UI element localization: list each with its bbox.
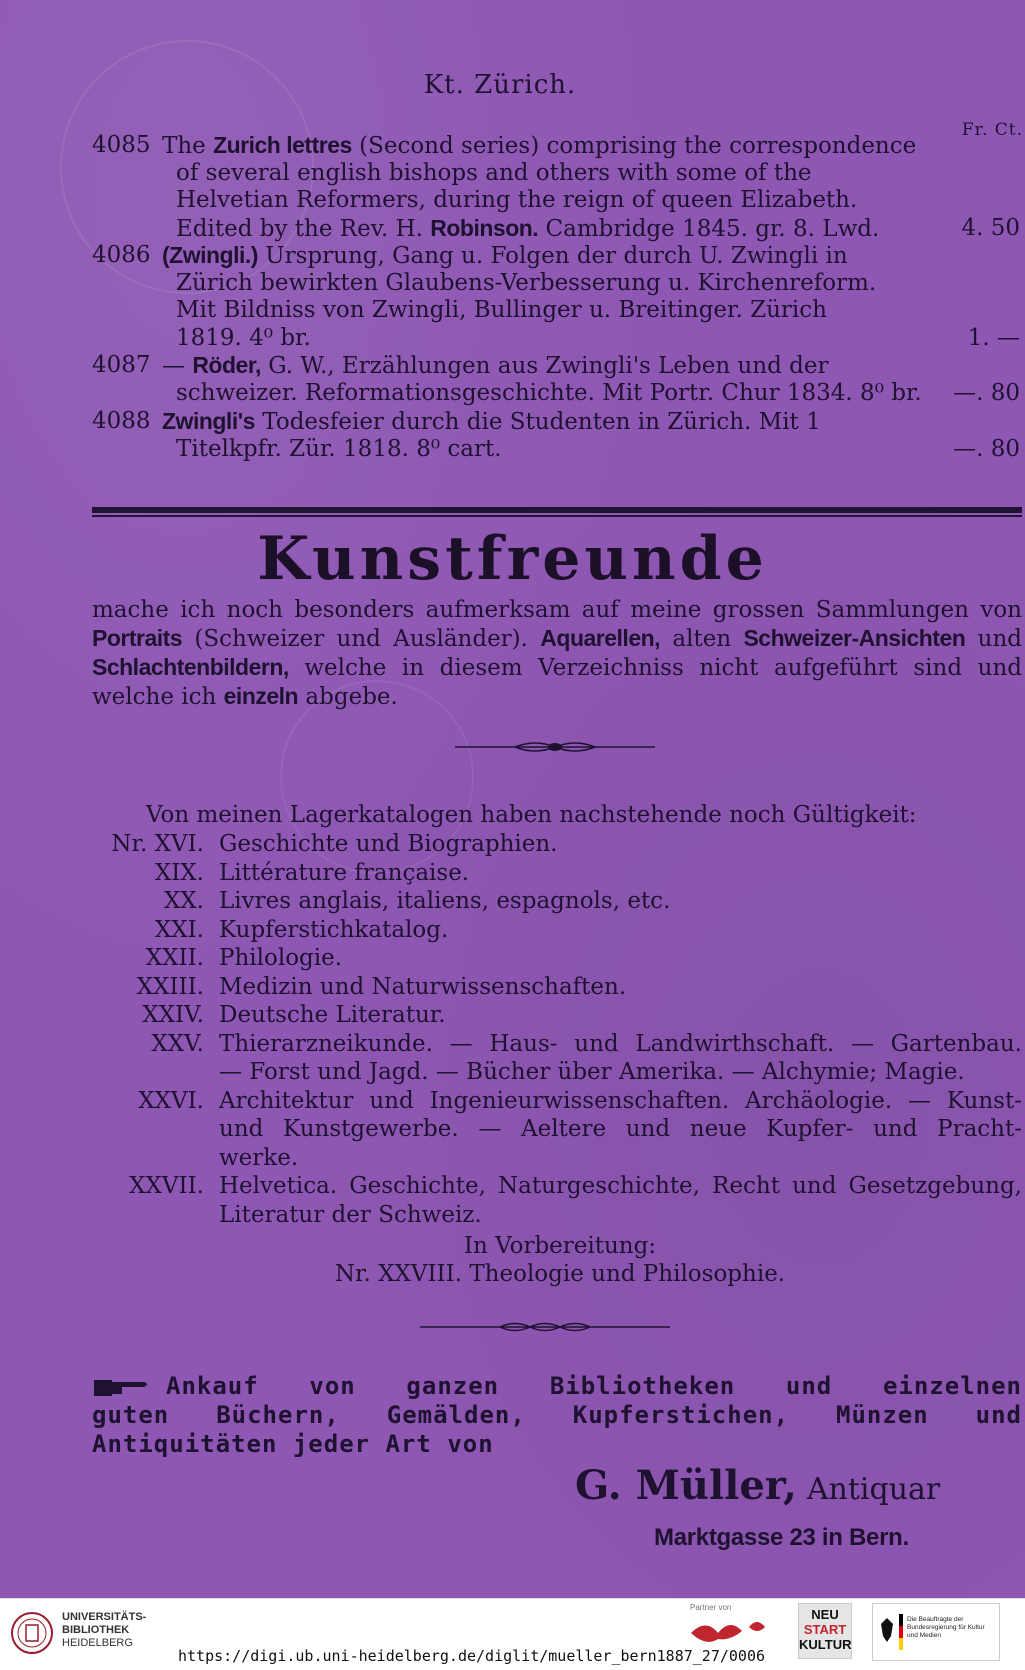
catalogue-title: Architektur und Ingenieurwissenschaften. Archäologie. — Kunst- und Kunstgewerbe. — Aeltere und neue Kupfer- und Pracht- werke. (219, 1087, 1022, 1171)
catalogue-item (92, 916, 1022, 945)
seller-name: G. Müller, (575, 1462, 797, 1509)
catalogue-number: XXVI. (138, 1087, 204, 1114)
catalogue-number: XIX. (154, 859, 204, 886)
catalogue-item (92, 887, 1022, 916)
entry-description: (Zwingli.) Ursprung, Gang u. Folgen der durch U. Zwingli in Zürich bewirkten Glaubens-Verbesserung u. Kirchenreform. Mit Bildniss von Zwingli, Bullinger u. Breitinger. Zürich 1819. 4⁰ br. (162, 242, 877, 351)
catalogue-title: Medizin und Naturwissenschaften. (219, 973, 627, 1000)
university-seal-icon[interactable] (10, 1611, 54, 1655)
catalogue-title: Kupferstichkatalog. (219, 916, 449, 943)
catalogue-title: Deutsche Literatur. (219, 1002, 446, 1028)
federal-eagle-icon (879, 1616, 895, 1644)
purchase-line: guten Büchern, Gemälden, Kupferstichen, Münzen und (92, 1401, 1022, 1429)
bkm-text: Die Beauftragte der Bundesregierung für Kultur und Medien (907, 1616, 985, 1639)
catalogue-number: XXVII. (129, 1173, 204, 1199)
entry-description: The Zurich lettres (Second series) comprising the correspondence of several english bishops and others with some of the Helvetian Reformers, during the reign of queen Elizabeth. Edited by the Rev. H. Robinson. Cambridge 1845. gr. 8. Lwd. (162, 132, 917, 242)
entry-number: 4088 (92, 408, 151, 434)
entry-price: —. 80 (953, 435, 1020, 462)
currency-label: Fr. Ct. (961, 120, 1023, 140)
entry-price: 4. 50 (961, 214, 1020, 241)
catalogue-number: XXIII. (136, 973, 204, 1000)
seller-address: Marktgasse 23 in Bern. (654, 1524, 909, 1551)
catalogue-title: Philologie. (219, 945, 343, 971)
purchase-line: Antiquitäten jeder Art von (92, 1430, 494, 1458)
advert-line: welche ich einzeln abgebe. (92, 683, 398, 710)
catalogue-list (92, 830, 1022, 1229)
catalogue-title: Thierarzneikunde. — Haus- und Landwirthschaft. — Gartenbau. — Forst und Jagd. — Bücher über Amerika. — Alchymie; Magie. (219, 1030, 1022, 1085)
catalogue-title: Geschichte und Biographien. (219, 831, 558, 857)
pointing-hand-icon (92, 1376, 152, 1398)
advert-line: Schlachtenbildern, welche in diesem Verzeichniss nicht aufgeführt sind und (92, 654, 1022, 681)
in-preparation (0, 1232, 1025, 1288)
partner-logo-icon[interactable] (686, 1613, 746, 1657)
entry-description: Zwingli's Todesfeier durch die Studenten in Zürich. Mit 1 Titelkpfr. Zür. 1818. 8⁰ cart. (162, 408, 821, 462)
advert-line: Portraits (Schweizer und Ausländer). Aquarellen, alten Schweizer-Ansichten und (92, 625, 1022, 652)
entry-price: —. 80 (953, 379, 1020, 406)
section-title: Kt. Zürich. (423, 70, 577, 100)
advert-paragraph (92, 596, 1022, 711)
permalink-url[interactable]: https://digi.ub.uni-heidelberg.de/diglit/mueller_bern1887_27/0006 (178, 1647, 765, 1665)
entry-price: 1. — (967, 324, 1020, 351)
partner-label: Partner von (690, 1603, 732, 1612)
german-flag-icon (899, 1614, 903, 1650)
catalogue-number: XX. (163, 888, 204, 914)
seller (575, 1462, 940, 1509)
advert-headline: Kunstfreunde (257, 524, 768, 594)
catalogue-item (92, 973, 1022, 1002)
catalogue-number: XXI. (154, 916, 204, 943)
catalogue-item (92, 1172, 1022, 1229)
catalogue-number: Nr. XVI. (111, 831, 204, 857)
entry-description: — Röder, G. W., Erzählungen aus Zwingli's Leben und der schweizer. Reformationsgeschichte. Mit Portr. Chur 1834. 8⁰ br. (162, 352, 922, 406)
in-preparation-item: Nr. XXVIII. Theologie und Philosophie. (334, 1261, 786, 1287)
divider-rule (92, 515, 1022, 517)
catalogue-title: Helvetica. Geschichte, Naturgeschichte, Recht und Gesetzgebung, Literatur der Schweiz. (219, 1173, 1022, 1228)
viewer-footer (0, 1598, 1025, 1670)
institution-name[interactable]: UNIVERSITÄTS- BIBLIOTHEK HEIDELBERG (62, 1611, 147, 1649)
catalogue-item (92, 830, 1022, 859)
advert-line: mache ich noch besonders aufmerksam auf meine grossen Sammlungen von (92, 597, 1022, 623)
entry-number: 4086 (92, 242, 151, 268)
neustart-kultur-logo[interactable]: NEU START KULTUR (798, 1603, 852, 1659)
ornament-divider (455, 737, 655, 757)
bkm-logo[interactable] (872, 1603, 1000, 1661)
catalogue-item (92, 859, 1022, 888)
catalogue-item (92, 1001, 1022, 1030)
catalogue-number: XXV. (151, 1030, 204, 1057)
catalogue-intro: Von meinen Lagerkatalogen haben nachstehende noch Gültigkeit: (146, 802, 917, 828)
in-preparation-label: In Vorbereitung: (463, 1233, 657, 1259)
purchase-line: Ankauf von ganzen Bibliotheken und einzelnen (92, 1372, 1022, 1401)
entry-number: 4085 (92, 132, 151, 158)
catalogue-item (92, 1030, 1022, 1087)
catalogue-title: Livres anglais, italiens, espagnols, etc. (219, 888, 671, 914)
ornament-divider (420, 1317, 670, 1337)
catalogue-number: XXIV. (142, 1002, 204, 1028)
entry-number: 4087 (92, 352, 151, 378)
seller-role: Antiquar (806, 1472, 941, 1507)
catalogue-number: XXII. (145, 945, 204, 971)
purchase-notice (92, 1372, 1022, 1459)
catalogue-item (92, 944, 1022, 973)
partner-logo-icon[interactable] (745, 1613, 769, 1643)
catalogue-item (92, 1087, 1022, 1173)
divider-rule (92, 507, 1022, 513)
catalogue-title: Littérature française. (219, 859, 470, 886)
